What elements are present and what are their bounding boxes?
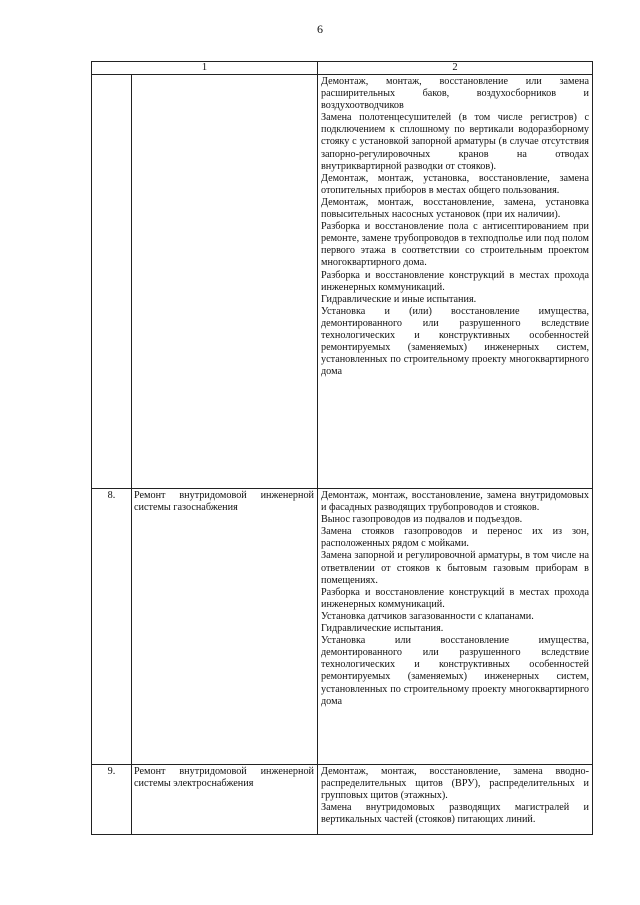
header-col-2: 2 bbox=[318, 62, 593, 75]
header-col-1: 1 bbox=[92, 62, 318, 75]
table-row bbox=[92, 75, 593, 489]
description-item: Замена стояков газопроводов и перенос их из зон, расположенных рядом с мойками. bbox=[321, 526, 589, 550]
description-item: Установка или восстановление имущества, демонтированного или разрушенного вследствие технологических и конструктивных особенностей ремонтируемых (заменяемых) инженерных систем, установленных по строительному проекту многоквартирного дома bbox=[321, 635, 589, 707]
row-number: 8. bbox=[92, 489, 132, 765]
works-table bbox=[91, 61, 593, 835]
work-name bbox=[132, 75, 318, 489]
row-number: 9. bbox=[92, 765, 132, 835]
description-item: Разборка и восстановление конструкций в местах прохода инженерных коммуникаций. bbox=[321, 269, 589, 293]
description-item: Демонтаж, монтаж, восстановление, замена внутридомовых и фасадных разводящих трубопроводов и стояков. bbox=[321, 490, 589, 514]
description-item: Разборка и восстановление конструкций в местах прохода инженерных коммуникаций. bbox=[321, 586, 589, 610]
work-description bbox=[318, 489, 593, 765]
description-item: Установка датчиков загазованности с клапанами. bbox=[321, 610, 534, 622]
table-row bbox=[92, 489, 593, 765]
work-name: Ремонт внутридомовой инженерной системы электроснабжения bbox=[132, 765, 318, 835]
description-item: Замена запорной и регулировочной арматуры, в том числе на ответвлении от стояков к бытовым газовым приборам в помещениях. bbox=[321, 550, 589, 586]
table-row bbox=[92, 765, 593, 835]
description-item: Вынос газопроводов из подвалов и подъездов. bbox=[321, 514, 523, 526]
page-number: 6 bbox=[317, 22, 323, 36]
description-item: Демонтаж, монтаж, восстановление, замена вводно-распределительных щитов (ВРУ), распределительных и групповых щитов (этажных). bbox=[321, 766, 589, 802]
table-header-row bbox=[92, 62, 593, 75]
description-item: Демонтаж, монтаж, восстановление, замена, установка повысительных насосных установок (при их наличии). bbox=[321, 196, 589, 221]
row-number bbox=[92, 75, 132, 489]
description-item: Демонтаж, монтаж, установка, восстановление, замена отопительных приборов в местах общего пользования. bbox=[321, 172, 589, 196]
work-description bbox=[318, 75, 593, 489]
description-item: Замена внутридомовых разводящих магистралей и вертикальных частей (стояков) питающих линий. bbox=[321, 802, 589, 826]
description-item: Замена полотенцесушителей (в том числе регистров) с подключением к сплошному по вертикали водоразборному стояку с установкой запорной арматуры (в случае отсутствия запорно-регулировочных кранов на отводах внутриквартирной разводки от стояков). bbox=[321, 112, 589, 172]
description-item: Демонтаж, монтаж, восстановление или замена расширительных баков, воздухосборников и воздухоотводчиков bbox=[321, 76, 589, 112]
description-item: Гидравлические испытания. bbox=[321, 623, 444, 635]
description-item: Гидравлические и иные испытания. bbox=[321, 293, 477, 305]
description-item: Установка и (или) восстановление имущества, демонтированного или разрушенного вследствие технологических и конструктивных особенностей ремонтируемых (заменяемых) инженерных систем, установленных по строительному проекту многоквартирного дома bbox=[321, 305, 589, 378]
description-item: Разборка и восстановление пола с антисептированием при ремонте, замене трубопроводов в техподполье или под полом первого этажа в соответствии со строительным проектом многоквартирного дома. bbox=[321, 221, 589, 269]
work-description bbox=[318, 765, 593, 835]
work-name: Ремонт внутридомовой инженерной системы газоснабжения bbox=[132, 489, 318, 765]
